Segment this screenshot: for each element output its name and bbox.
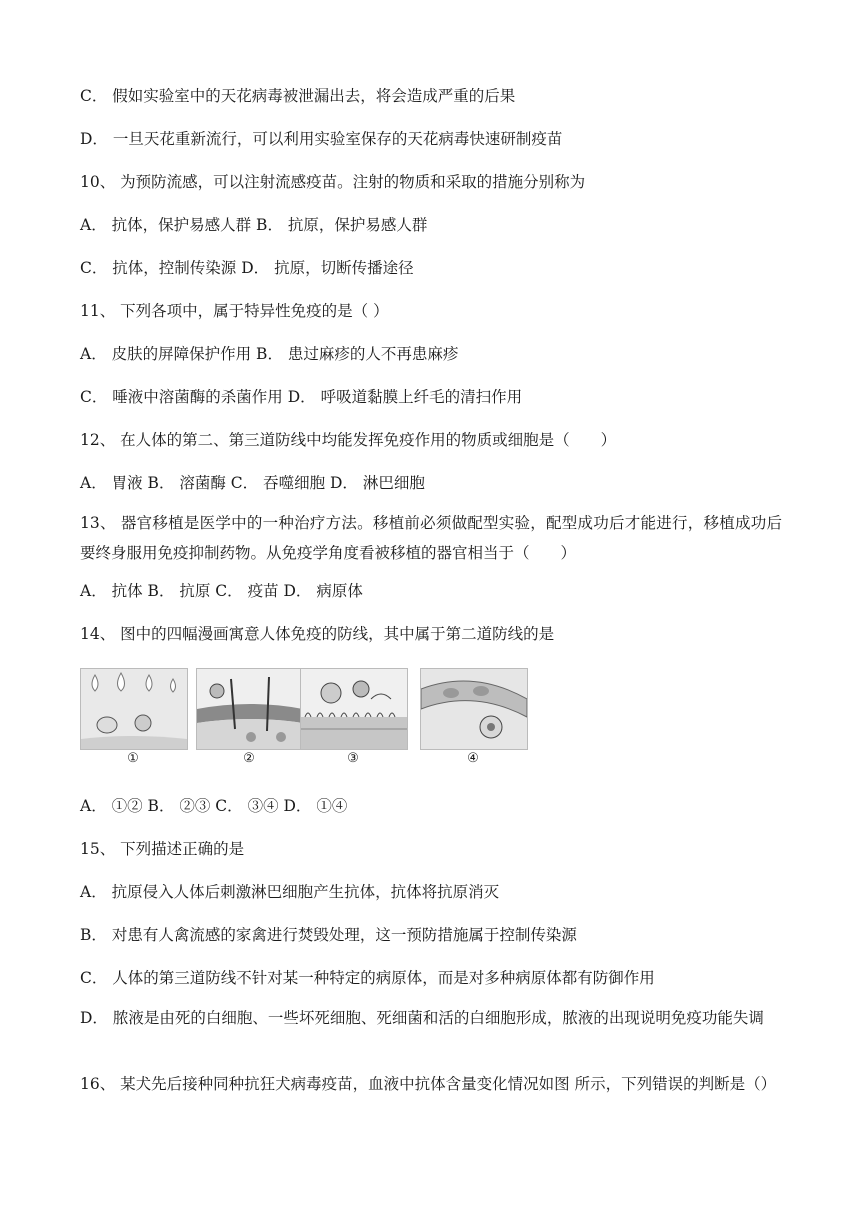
q15-option-c: C． 人体的第三道防线不针对某一种特定的病原体，而是对多种病原体都有防御作用: [80, 969, 655, 987]
question-10: 10、 为预防流感，可以注射流感疫苗。注射的物质和采取的措施分别称为: [80, 173, 586, 191]
defense-lines-figure: [80, 668, 540, 770]
q10-options-cd: C． 抗体，控制传染源 D． 抗原，切断传播途径: [80, 259, 414, 277]
question-13: 13、 器官移植是医学中的一种治疗方法。移植前必须做配型实验，配型成功后才能进行，移植成功后要终身服用免疫抑制药物。从免疫学角度看被移植的器官相当于（ ）: [80, 514, 782, 562]
panel-1-number: ①: [127, 751, 139, 766]
panel-2-number: ②: [243, 751, 255, 766]
panel-3-number: ③: [347, 751, 359, 766]
q9-option-c: C． 假如实验室中的天花病毒被泄漏出去，将会造成严重的后果: [80, 87, 516, 105]
q13-options: A． 抗体 B． 抗原 C． 疫苗 D． 病原体: [80, 582, 363, 600]
q15-option-d: D． 脓液是由死的白细胞、一些坏死细胞、死细菌和活的白细胞形成，脓液的出现说明免疫功能失调: [80, 1009, 764, 1027]
question-12: 12、 在人体的第二、第三道防线中均能发挥免疫作用的物质或细胞是（ ）: [80, 431, 617, 449]
q15-option-b: B． 对患有人禽流感的家禽进行焚毁处理，这一预防措施属于控制传染源: [80, 926, 577, 944]
q15-option-a: A． 抗原侵入人体后刺激淋巴细胞产生抗体，抗体将抗原消灭: [80, 883, 500, 901]
q9-option-d: D． 一旦天花重新流行，可以利用实验室保存的天花病毒快速研制疫苗: [80, 130, 563, 148]
question-15: 15、 下列描述正确的是: [80, 840, 245, 858]
question-14: 14、 图中的四幅漫画寓意人体免疫的防线，其中属于第二道防线的是: [80, 625, 555, 643]
question-11: 11、 下列各项中，属于特异性免疫的是（ ）: [80, 302, 389, 320]
blood-vessel-phagocyte-cartoon-icon: [420, 668, 528, 750]
q14-options: A． ①② B． ②③ C． ③④ D． ①④: [80, 797, 348, 815]
mucosa-cilia-cartoon-icon: [300, 668, 408, 750]
question-16: 16、 某犬先后接种同种抗狂犬病毒疫苗，血液中抗体含量变化情况如图 所示，下列错误的判断是（）: [80, 1075, 777, 1093]
q12-options: A． 胃液 B． 溶菌酶 C． 吞噬细胞 D． 淋巴细胞: [80, 474, 425, 492]
q11-options-cd: C． 唾液中溶菌酶的杀菌作用 D． 呼吸道黏膜上纤毛的清扫作用: [80, 388, 523, 406]
panel-4-number: ④: [467, 751, 479, 766]
skin-hair-cartoon-icon: [196, 668, 304, 750]
droplets-skin-cartoon-icon: [80, 668, 188, 750]
q10-options-ab: A． 抗体，保护易感人群 B． 抗原，保护易感人群: [80, 216, 428, 234]
q11-options-ab: A． 皮肤的屏障保护作用 B． 患过麻疹的人不再患麻疹: [80, 345, 459, 363]
